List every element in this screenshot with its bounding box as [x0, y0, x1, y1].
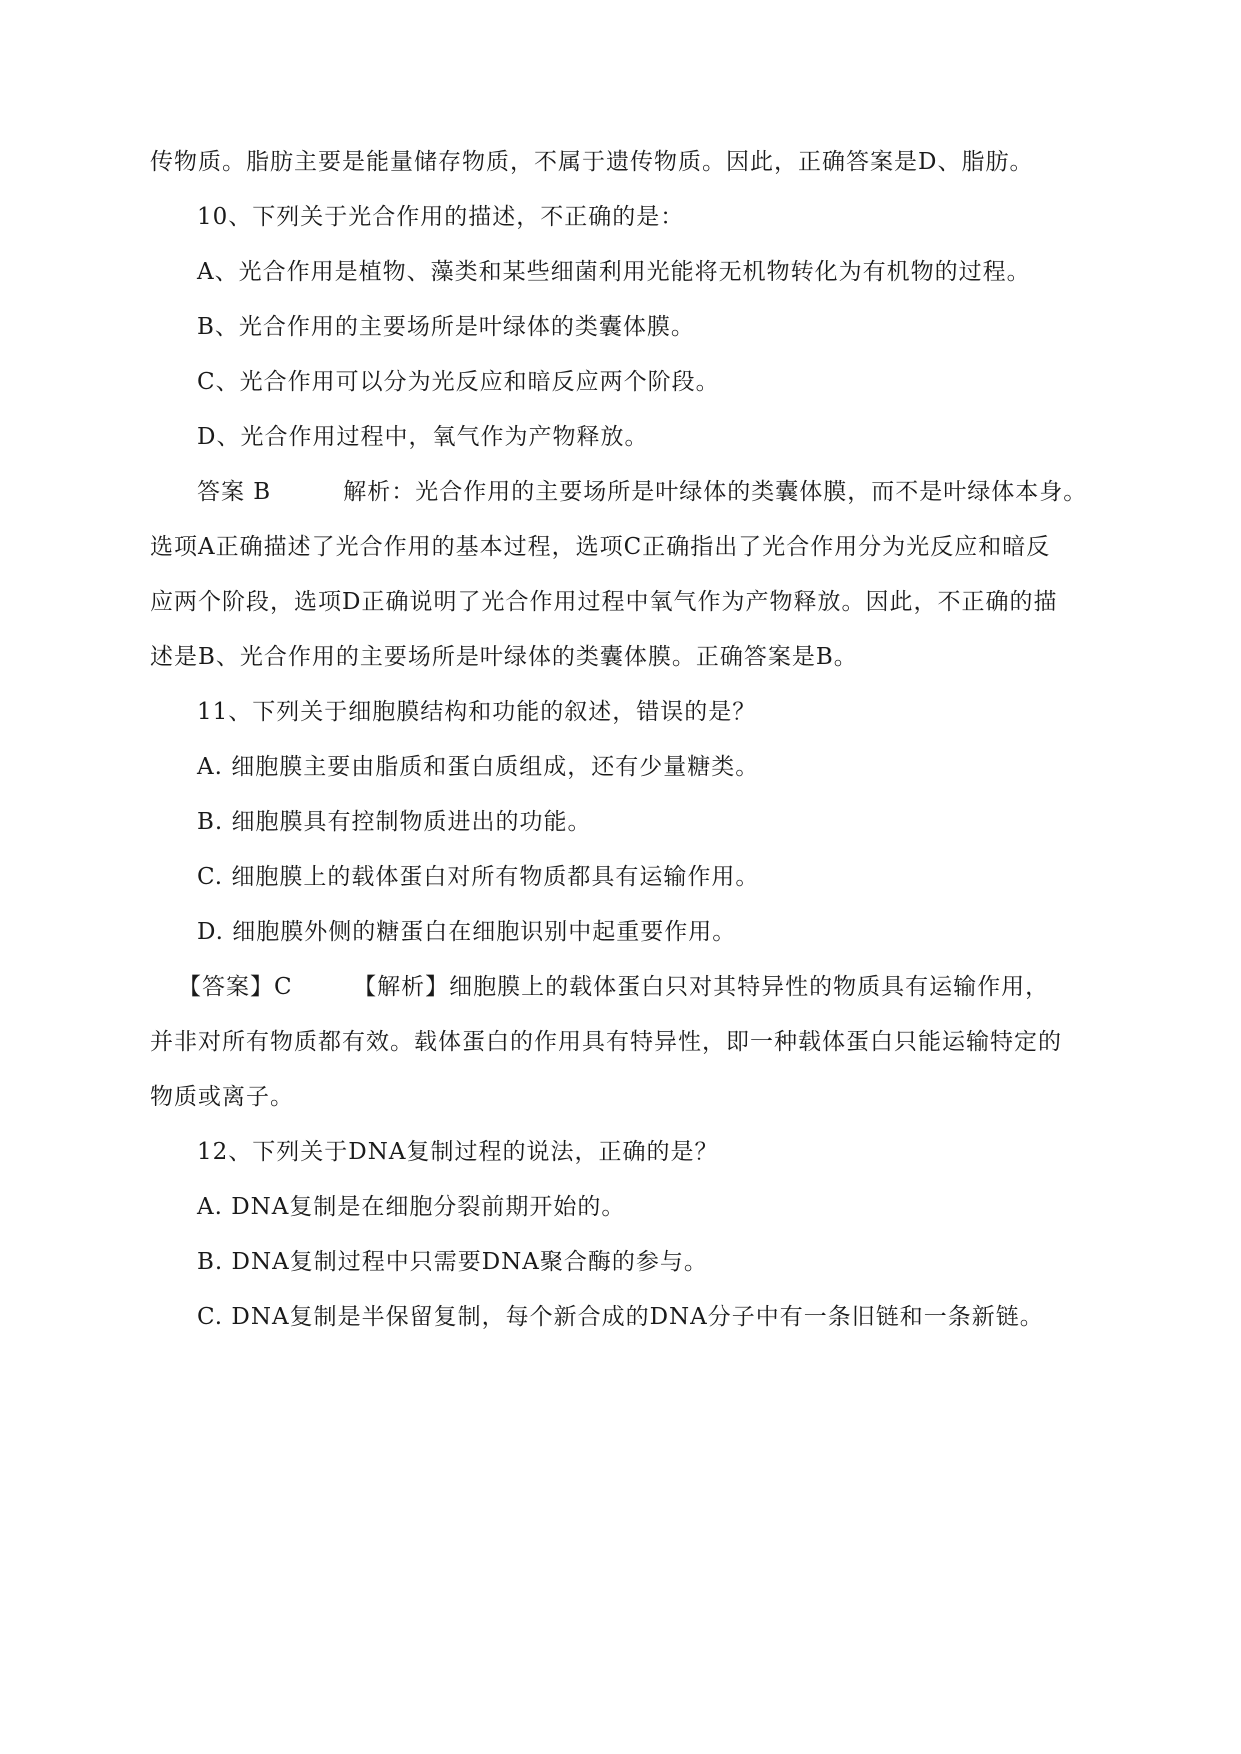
question-10-explanation-line: 述是B、光合作用的主要场所是叶绿体的类囊体膜。正确答案是B。 — [150, 644, 858, 670]
question-10-answer: 答案 B 解析：光合作用的主要场所是叶绿体的类囊体膜，而不是叶绿体本身。 — [197, 479, 1088, 505]
question-12-option-c: C. DNA复制是半保留复制，每个新合成的DNA分子中有一条旧链和一条新链。 — [197, 1304, 1044, 1330]
question-12-stem: 12、下列关于DNA复制过程的说法，正确的是？ — [197, 1139, 719, 1165]
question-11-answer: 【答案】C 【解析】细胞膜上的载体蛋白只对其特异性的物质具有运输作用， — [178, 974, 1050, 1000]
question-11-option-a: A. 细胞膜主要由脂质和蛋白质组成，还有少量糖类。 — [197, 754, 760, 780]
question-12-option-b: B. DNA复制过程中只需要DNA聚合酶的参与。 — [197, 1249, 708, 1275]
question-11-stem: 11、下列关于细胞膜结构和功能的叙述，错误的是？ — [197, 699, 757, 725]
question-10-option-b: B、光合作用的主要场所是叶绿体的类囊体膜。 — [197, 314, 695, 340]
question-10-option-a: A、光合作用是植物、藻类和某些细菌利用光能将无机物转化为有机物的过程。 — [197, 259, 1031, 285]
question-10-explanation-line: 应两个阶段，选项D正确说明了光合作用过程中氧气作为产物释放。因此，不正确的描 — [150, 589, 1058, 615]
question-11-option-d: D. 细胞膜外侧的糖蛋白在细胞识别中起重要作用。 — [197, 919, 737, 945]
question-10-option-d: D、光合作用过程中，氧气作为产物释放。 — [197, 424, 649, 450]
question-11-explanation-line: 并非对所有物质都有效。载体蛋白的作用具有特异性，即一种载体蛋白只能运输特定的 — [150, 1029, 1062, 1055]
question-11-option-b: B. 细胞膜具有控制物质进出的功能。 — [197, 809, 592, 835]
question-11-explanation-line: 物质或离子。 — [150, 1084, 294, 1110]
question-12-option-a: A. DNA复制是在细胞分裂前期开始的。 — [197, 1194, 626, 1220]
paragraph-line: 传物质。脂肪主要是能量储存物质，不属于遗传物质。因此，正确答案是D、脂肪。 — [150, 149, 1034, 175]
question-10-explanation-line: 选项A正确描述了光合作用的基本过程，选项C正确指出了光合作用分为光反应和暗反 — [150, 534, 1051, 560]
question-10-option-c: C、光合作用可以分为光反应和暗反应两个阶段。 — [197, 369, 720, 395]
question-11-option-c: C. 细胞膜上的载体蛋白对所有物质都具有运输作用。 — [197, 864, 760, 890]
question-10-stem: 10、下列关于光合作用的描述，不正确的是： — [197, 204, 685, 230]
